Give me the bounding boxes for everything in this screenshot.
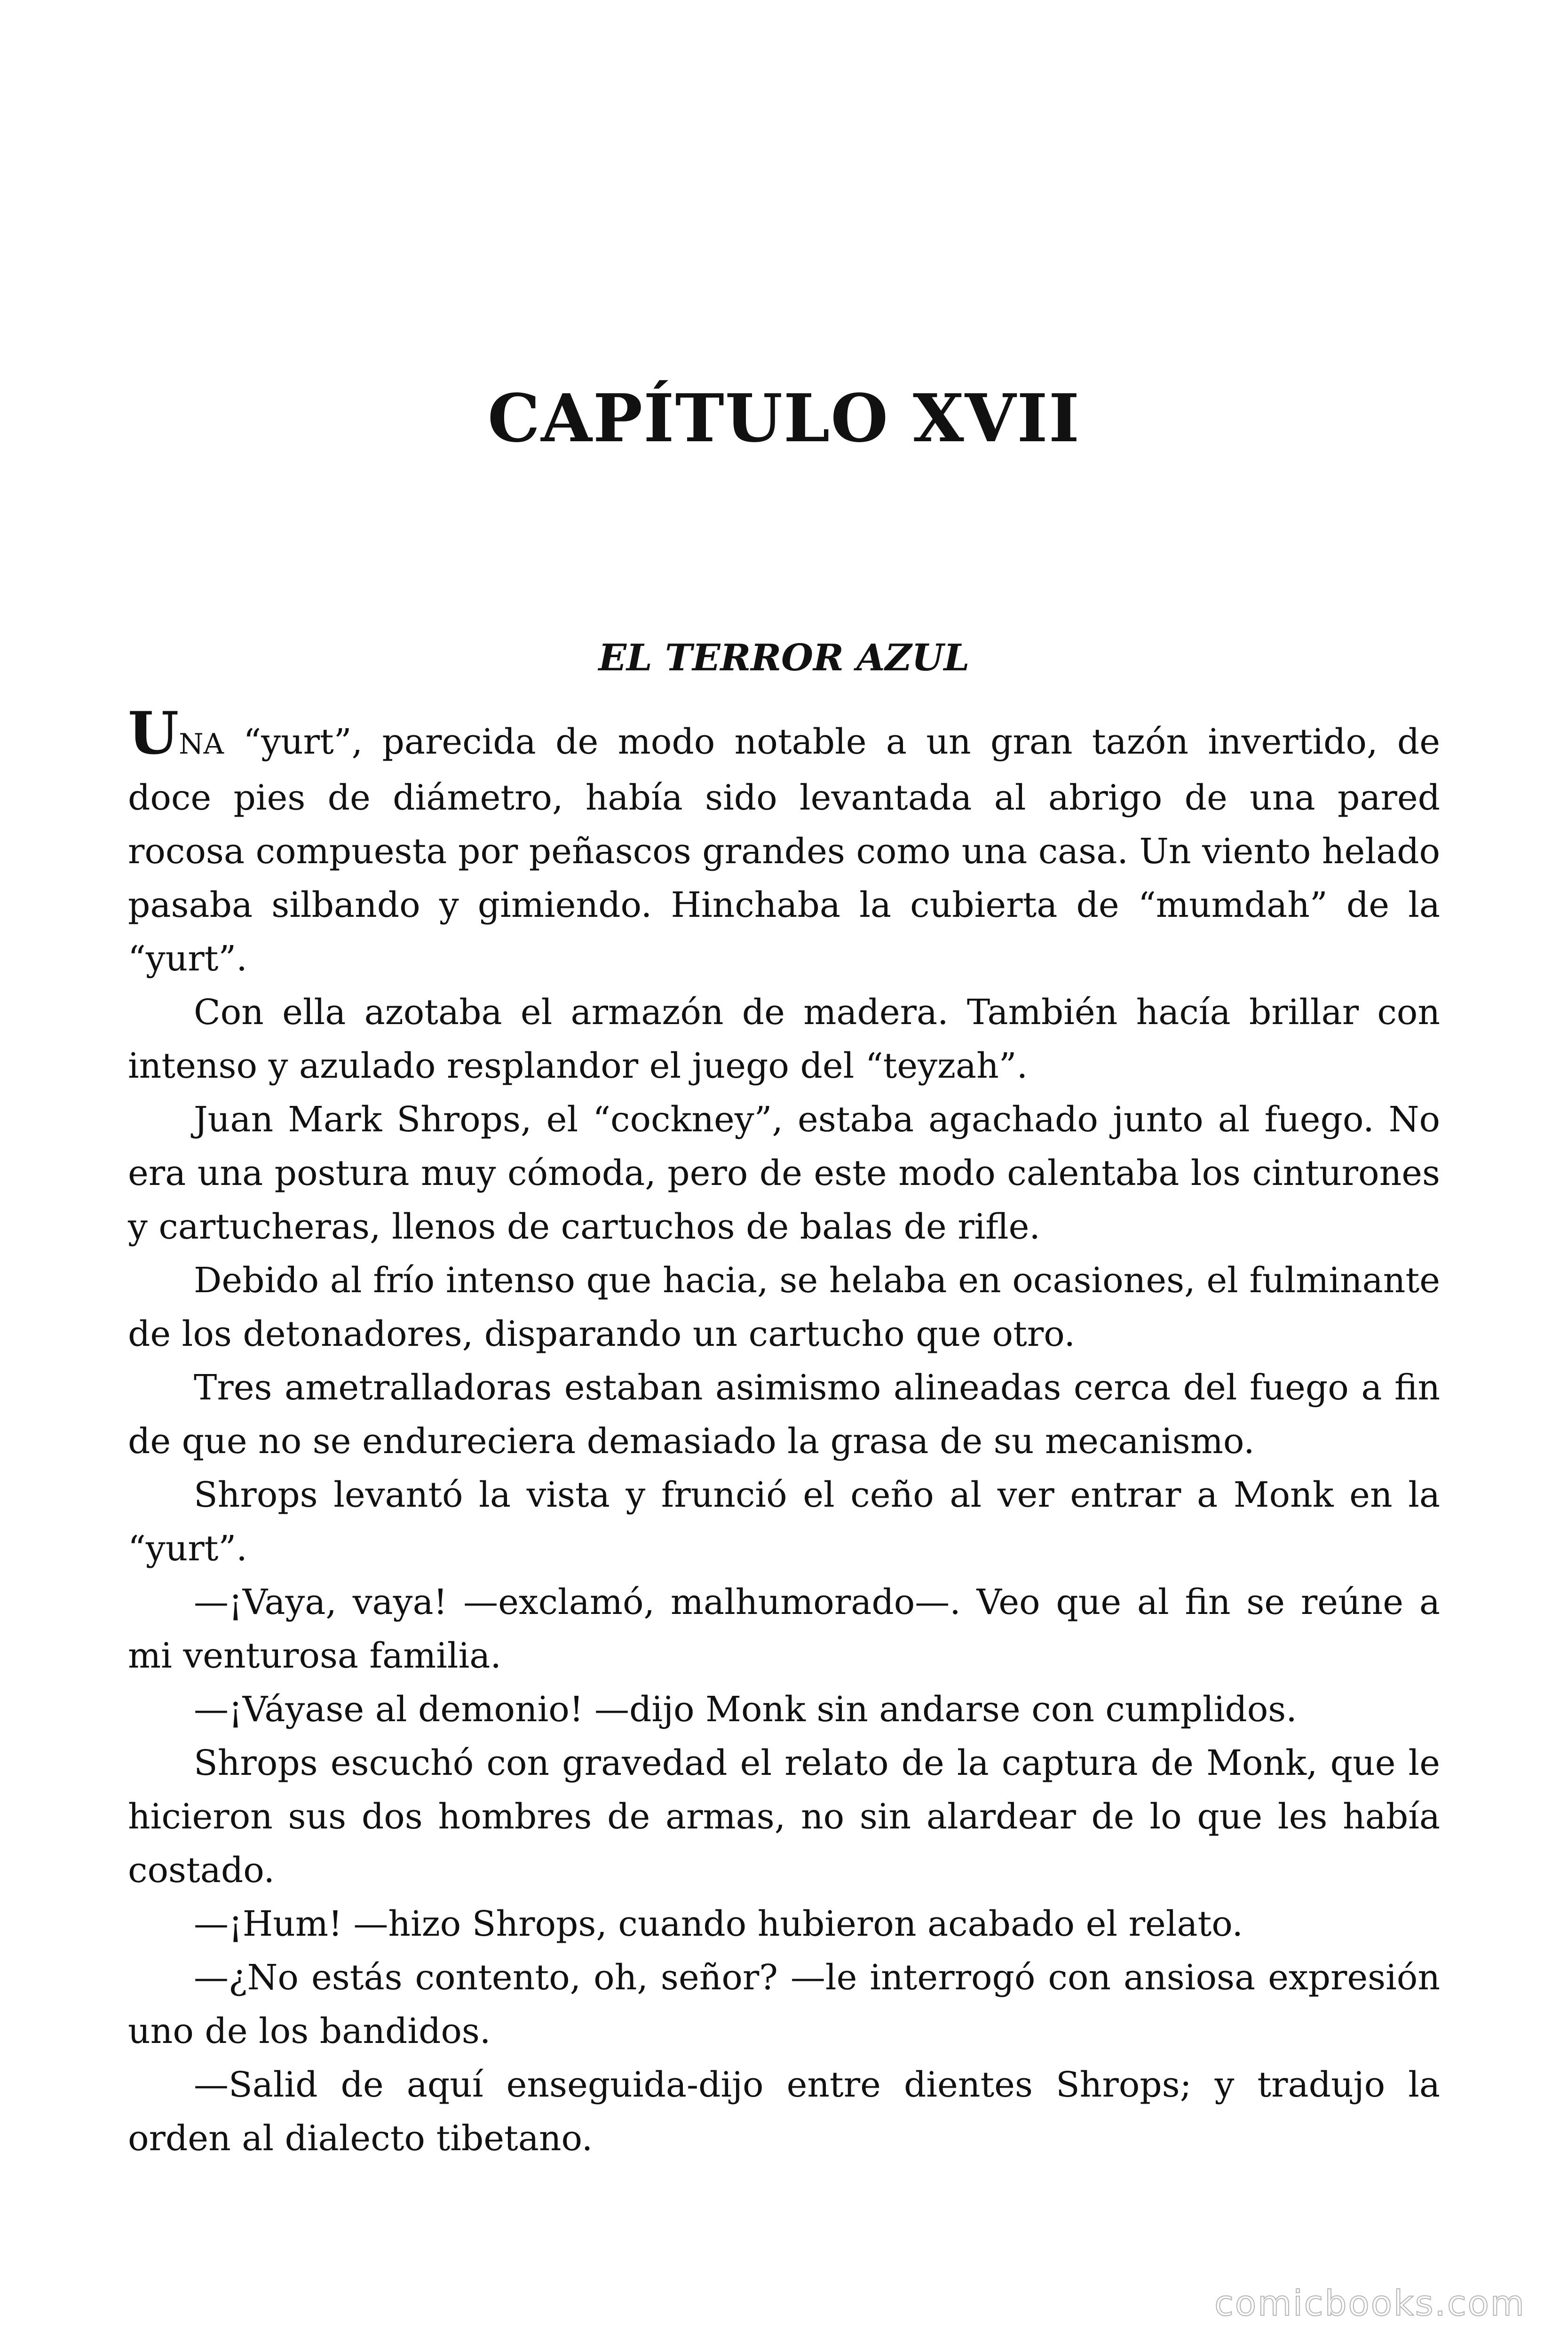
paragraph-10: —¡Hum! —hizo Shrops, cuando hubieron acabado el relato.	[194, 1904, 1243, 1944]
paragraph-4: Debido al frío intenso que hacia, se helaba en ocasiones, el fulminante de los detonadores, disparando un cartucho que otro.	[128, 1260, 1440, 1354]
chapter-body	[128, 699, 1441, 2165]
paragraph-5: Tres ametralladoras estaban asimismo alineadas cerca del fuego a fin de que no se endureciera demasiado la grasa de su mecanismo.	[128, 1367, 1440, 1462]
paragraph-1	[128, 699, 1441, 985]
paragraph-2: Con ella azotaba el armazón de madera. También hacía brillar con intenso y azulado resplandor el juego del “teyzah”.	[128, 992, 1440, 1086]
paragraph-9: Shrops escuchó con gravedad el relato de la captura de Monk, que le hicieron sus dos hombres de armas, no sin alardear de lo que les había costado.	[128, 1743, 1440, 1891]
paragraph-3: Juan Mark Shrops, el “cockney”, estaba agachado junto al fuego. No era una postura muy cómoda, pero de este modo calentaba los cinturones y cartucheras, llenos de cartuchos de balas de rifle.	[128, 1099, 1440, 1247]
paragraph-11: —¿No estás contento, oh, señor? —le interrogó con ansiosa expresión uno de los bandidos.	[128, 1957, 1440, 2051]
chapter-subtitle: EL TERROR AZUL	[598, 636, 970, 679]
paragraph-6: Shrops levantó la vista y frunció el ceño al ver entrar a Monk en la “yurt”.	[128, 1475, 1440, 1569]
paragraph-7: —¡Vaya, vaya! —exclamó, malhumorado—. Veo que al fin se reúne a mi venturosa familia.	[128, 1582, 1440, 1676]
small-caps-lead: NA	[179, 728, 224, 761]
paragraph-12: —Salid de aquí enseguida-dijo entre dientes Shrops; y tradujo la orden al dialecto tibetano.	[128, 2065, 1440, 2159]
paragraph-1-text: “yurt”, parecida de modo notable a un gran tazón invertido, de doce pies de diámetro, había sido levantada al abrigo de una pared rocosa compuesta por peñascos grandes como una casa. Un viento helado pasaba silbando y gimiendo. Hinchaba la cubierta de “mumdah” de la “yurt”.	[128, 722, 1441, 979]
watermark: comicbooks.com	[1214, 2283, 1526, 2324]
chapter-title: CAPÍTULO XVII	[487, 380, 1081, 457]
paragraph-8: —¡Váyase al demonio! —dijo Monk sin andarse con cumplidos.	[194, 1689, 1297, 1730]
drop-cap: U	[128, 699, 179, 768]
